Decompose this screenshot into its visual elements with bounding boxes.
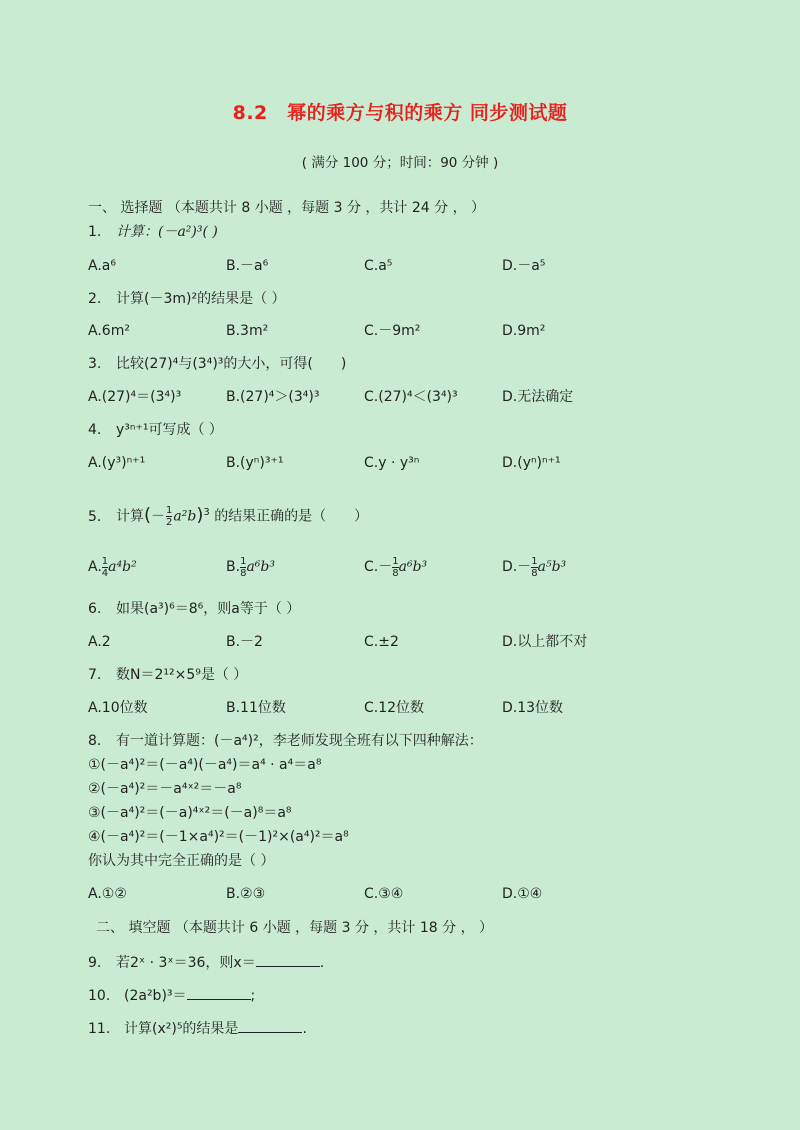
question-stem: y³ⁿ⁺¹可写成（ ） bbox=[116, 422, 223, 438]
option-c: C.±2 bbox=[364, 634, 399, 650]
question-number: 2. bbox=[88, 291, 102, 307]
option-a: A.(y³)ⁿ⁺¹ bbox=[88, 455, 146, 471]
option-c: C.a⁵ bbox=[364, 258, 393, 274]
fill-stem: 计算(x²)⁵的结果是 bbox=[124, 1021, 239, 1037]
question-stem-suffix: 的结果正确的是（ ） bbox=[214, 508, 369, 525]
question-number: 7. bbox=[88, 667, 102, 683]
option-a: A.a⁶ bbox=[88, 258, 116, 274]
question-6 bbox=[88, 599, 300, 619]
solution-line-2: ②(－a⁴)²＝－a⁴ˣ²＝－a⁸ bbox=[88, 781, 242, 797]
option-b: B.－2 bbox=[226, 634, 263, 650]
answer-blank[interactable] bbox=[256, 952, 320, 967]
answer-blank[interactable] bbox=[187, 985, 251, 1000]
question-stem: 数N＝2¹²×5⁹是（ ） bbox=[116, 667, 248, 683]
option-a: A. $\frac{1}{4}$ a⁴b² bbox=[88, 555, 137, 579]
answer-blank[interactable] bbox=[238, 1018, 302, 1033]
option-b: B. $\frac{1}{8}$ a⁶b³ bbox=[226, 555, 275, 579]
question-8 bbox=[88, 731, 483, 751]
question-number: 5. bbox=[88, 508, 102, 525]
question-stem: 比较(27)⁴与(3⁴)³的大小，可得( ) bbox=[116, 356, 347, 372]
option-d: D.－ $\frac{1}{8}$ a⁵b³ bbox=[502, 555, 567, 579]
fraction-half: $\frac{1}{2}$ bbox=[166, 505, 173, 529]
option-c: C.(27)⁴＜(3⁴)³ bbox=[364, 389, 458, 405]
question-number: 8. bbox=[88, 733, 102, 749]
option-b: B.11位数 bbox=[226, 700, 286, 716]
fill-stem: (2a²b)³＝ bbox=[124, 988, 187, 1004]
option-c: C.y · y³ⁿ bbox=[364, 455, 420, 471]
option-a: A.6m² bbox=[88, 323, 130, 339]
option-d: D.－a⁵ bbox=[502, 258, 546, 274]
question-stem: 计算：(－a²)³( ) bbox=[116, 224, 218, 240]
option-c: C.③④ bbox=[364, 886, 404, 902]
fill-end-punct: . bbox=[319, 955, 325, 971]
question-stem-prefix: 计算 bbox=[116, 508, 144, 525]
section-heading-fill: 二、 填空题 （本题共计 6 小题 ，每题 3 分 ，共计 18 分 ， ） bbox=[96, 920, 494, 936]
option-a: A.(27)⁴＝(3⁴)³ bbox=[88, 389, 182, 405]
option-a: A.10位数 bbox=[88, 700, 148, 716]
question-3 bbox=[88, 354, 346, 374]
question-4 bbox=[88, 420, 223, 440]
question-2 bbox=[88, 289, 286, 309]
question-number: 10. bbox=[88, 988, 111, 1004]
section-heading-choice: 一、 选择题 （本题共计 8 小题 ，每题 3 分 ，共计 24 分 ， ） bbox=[88, 200, 486, 216]
question-number: 11. bbox=[88, 1021, 111, 1037]
page-title: 8.2 幂的乘方与积的乘方 同步测试题 bbox=[232, 102, 568, 124]
option-c: C.－9m² bbox=[364, 323, 421, 339]
option-c: C.12位数 bbox=[364, 700, 425, 716]
option-d: D.无法确定 bbox=[502, 389, 574, 405]
question-1 bbox=[88, 222, 218, 242]
option-d: D.9m² bbox=[502, 323, 546, 339]
option-b: B.－a⁶ bbox=[226, 258, 269, 274]
question-stem: 如果(a³)⁶＝8⁶，则a等于（ ） bbox=[116, 601, 301, 617]
fill-question-9 bbox=[88, 952, 324, 973]
question-stem: 计算(－3m)²的结果是（ ） bbox=[116, 291, 286, 307]
option-d: D.(yⁿ)ⁿ⁺¹ bbox=[502, 455, 561, 471]
fill-stem: 若2ˣ · 3ˣ＝36，则x＝ bbox=[116, 955, 256, 971]
option-d: D.13位数 bbox=[502, 700, 564, 716]
question-number: 6. bbox=[88, 601, 102, 617]
solution-line-3: ③(－a⁴)²＝(－a)⁴ˣ²＝(－a)⁸＝a⁸ bbox=[88, 805, 292, 821]
option-b: B.(yⁿ)³⁺¹ bbox=[226, 455, 284, 471]
page-subtitle: ( 满分 100 分；时间：90 分钟 ) bbox=[301, 155, 499, 171]
fill-end-punct: . bbox=[302, 1021, 307, 1037]
option-a: A.2 bbox=[88, 634, 111, 650]
question-stem: 有一道计算题：(－a⁴)²，李老师发现全班有以下四种解法： bbox=[116, 733, 483, 749]
option-c: C.－ $\frac{1}{8}$ a⁶b³ bbox=[364, 555, 428, 579]
question-7 bbox=[88, 665, 247, 685]
question-number: 1. bbox=[88, 224, 102, 240]
question-number: 9. bbox=[88, 955, 102, 971]
fill-question-11 bbox=[88, 1018, 307, 1039]
option-d: D.①④ bbox=[502, 886, 543, 902]
solution-line-1: ①(－a⁴)²＝(－a⁴)(－a⁴)＝a⁴ · a⁴＝a⁸ bbox=[88, 757, 322, 773]
question-number: 3. bbox=[88, 356, 102, 372]
option-b: B.②③ bbox=[226, 886, 266, 902]
option-b: B.(27)⁴＞(3⁴)³ bbox=[226, 389, 320, 405]
fill-question-10 bbox=[88, 985, 255, 1006]
option-b: B.3m² bbox=[226, 323, 269, 339]
option-a: A.①② bbox=[88, 886, 127, 902]
question-5: 5. 计算(－ $\frac{1}{2}$ a²b)$^3$ 的结果正确的是（ ） bbox=[88, 504, 369, 529]
question-number: 4. bbox=[88, 422, 102, 438]
question-8-ask: 你认为其中完全正确的是（ ） bbox=[88, 853, 275, 869]
fraction-expression: ( bbox=[144, 504, 152, 526]
option-d: D.以上都不对 bbox=[502, 634, 588, 650]
solution-line-4: ④(－a⁴)²＝(－1×a⁴)²＝(－1)²×(a⁴)²＝a⁸ bbox=[88, 829, 349, 845]
fill-end-punct: ; bbox=[250, 988, 256, 1004]
